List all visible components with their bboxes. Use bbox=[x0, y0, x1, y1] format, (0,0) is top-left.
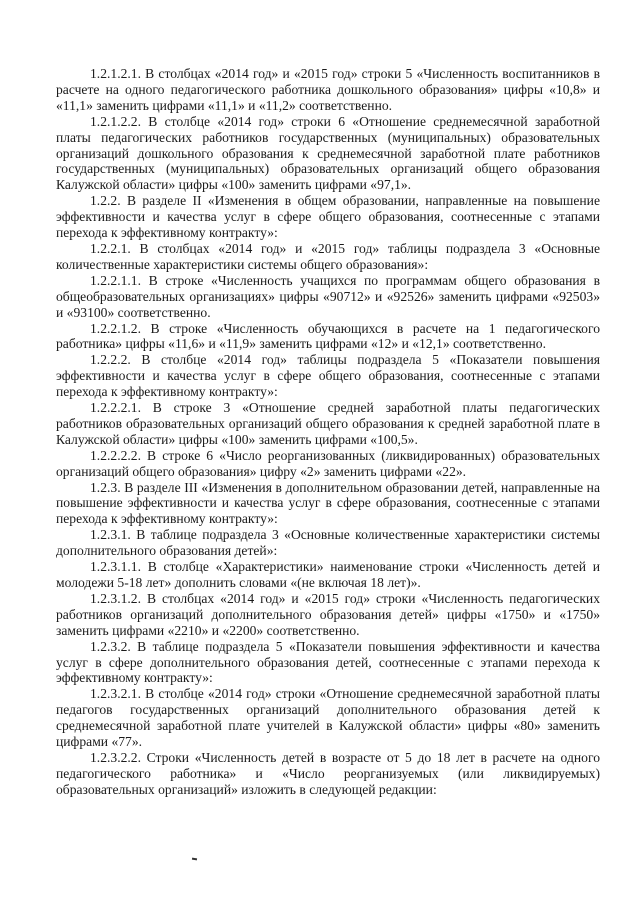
paragraph-1-2-2-2: 1.2.2.2. В столбце «2014 год» таблицы подраздела 5 «Показатели повышения эффективности и качества услуг в сфере общего образования, соотнесенные с этапами перехода к эффективному контракту»: bbox=[56, 352, 600, 400]
paragraph-1-2-2-2-2: 1.2.2.2.2. В строке 6 «Число реорганизованных (ликвидированных) образовательных организаций общего образования» цифру «2» заменить цифрами «22». bbox=[56, 447, 600, 479]
paragraph-1-2-2-1-2: 1.2.2.1.2. В строке «Численность обучающихся в расчете на 1 педагогического работника» цифры «11,6» и «11,9» заменить цифрами «12» и «12,1» соответственно. bbox=[56, 320, 600, 352]
paragraph-1-2-3-1-2: 1.2.3.1.2. В столбцах «2014 год» и «2015 год» строки «Численность педагогических работников организаций дополнительного образования детей» цифры «1750» и «1750» заменить цифрами «2210» и «2200» соответственно. bbox=[56, 590, 600, 638]
paragraph-1-2-1-2-2: 1.2.1.2.2. В столбце «2014 год» строки 6 «Отношение среднемесячной заработной платы педагогических работников государственных (муниципальных) образовательных организаций дошкольного образования к среднемесячной заработной плате работников государственных (муниципальных) образовательных организаций общего образования Калужской области» цифры «100» заменить цифрами «97,1». bbox=[56, 113, 600, 193]
paragraph-1-2-3-1: 1.2.3.1. В таблице подраздела 3 «Основные количественные характеристики системы дополнительного образования детей»: bbox=[56, 527, 600, 559]
scan-mark bbox=[192, 858, 197, 861]
paragraph-1-2-2-1: 1.2.2.1. В столбцах «2014 год» и «2015 год» таблицы подраздела 3 «Основные количественные характеристики системы общего образования»: bbox=[56, 240, 600, 272]
paragraph-1-2-3-2-2: 1.2.3.2.2. Строки «Численность детей в возрасте от 5 до 18 лет в расчете на одного педагогического работника» и «Число реорганизуемых (или ликвидируемых) образовательных организаций» изложить в следующей редакции: bbox=[56, 749, 600, 797]
paragraph-1-2-3-2: 1.2.3.2. В таблице подраздела 5 «Показатели повышения эффективности и качества услуг в сфере дополнительного образования детей, соотнесенные с этапами перехода к эффективному контракту»: bbox=[56, 638, 600, 686]
paragraph-1-2-2-2-1: 1.2.2.2.1. В строке 3 «Отношение средней заработной платы педагогических работников образовательных организаций общего образования к средней заработной плате в Калужской области» цифры «100» заменить цифрами «100,5». bbox=[56, 400, 600, 447]
paragraph-1-2-2-1-1: 1.2.2.1.1. В строке «Численность учащихся по программам общего образования в общеобразовательных организациях» цифры «90712» и «92526» заменить цифрами «92503» и «93100» соответственно. bbox=[56, 272, 600, 320]
paragraph-1-2-3-1-1: 1.2.3.1.1. В столбце «Характеристики» наименование строки «Численность детей и молодежи 5-18 лет» дополнить словами «(не включая 18 лет)». bbox=[56, 559, 600, 590]
paragraph-1-2-1-2-1: 1.2.1.2.1. В столбцах «2014 год» и «2015 год» строки 5 «Численность воспитанников в расчете на одного педагогического работника дошкольного образования» цифры «10,8» и «11,1» заменить цифрами «11,1» и «11,2» соответственно. bbox=[56, 66, 600, 113]
document-body bbox=[56, 66, 600, 798]
paragraph-1-2-2: 1.2.2. В разделе II «Изменения в общем образовании, направленные на повышение эффективности и качества услуг в сфере общего образования, соотнесенные с этапами перехода к эффективному контракту»: bbox=[56, 193, 600, 241]
paragraph-1-2-3: 1.2.3. В разделе III «Изменения в дополнительном образовании детей, направленные на повышение эффективности и качества услуг в сфере образования, соотнесенные с этапами перехода к эффективному контракту»: bbox=[56, 479, 600, 527]
paragraph-1-2-3-2-1: 1.2.3.2.1. В столбце «2014 год» строки «Отношение среднемесячной заработной платы педагогов государственных организаций дополнительного образования детей к среднемесячной заработной плате учителей в Калужской области» цифры «80» заменить цифрами «77». bbox=[56, 686, 600, 750]
